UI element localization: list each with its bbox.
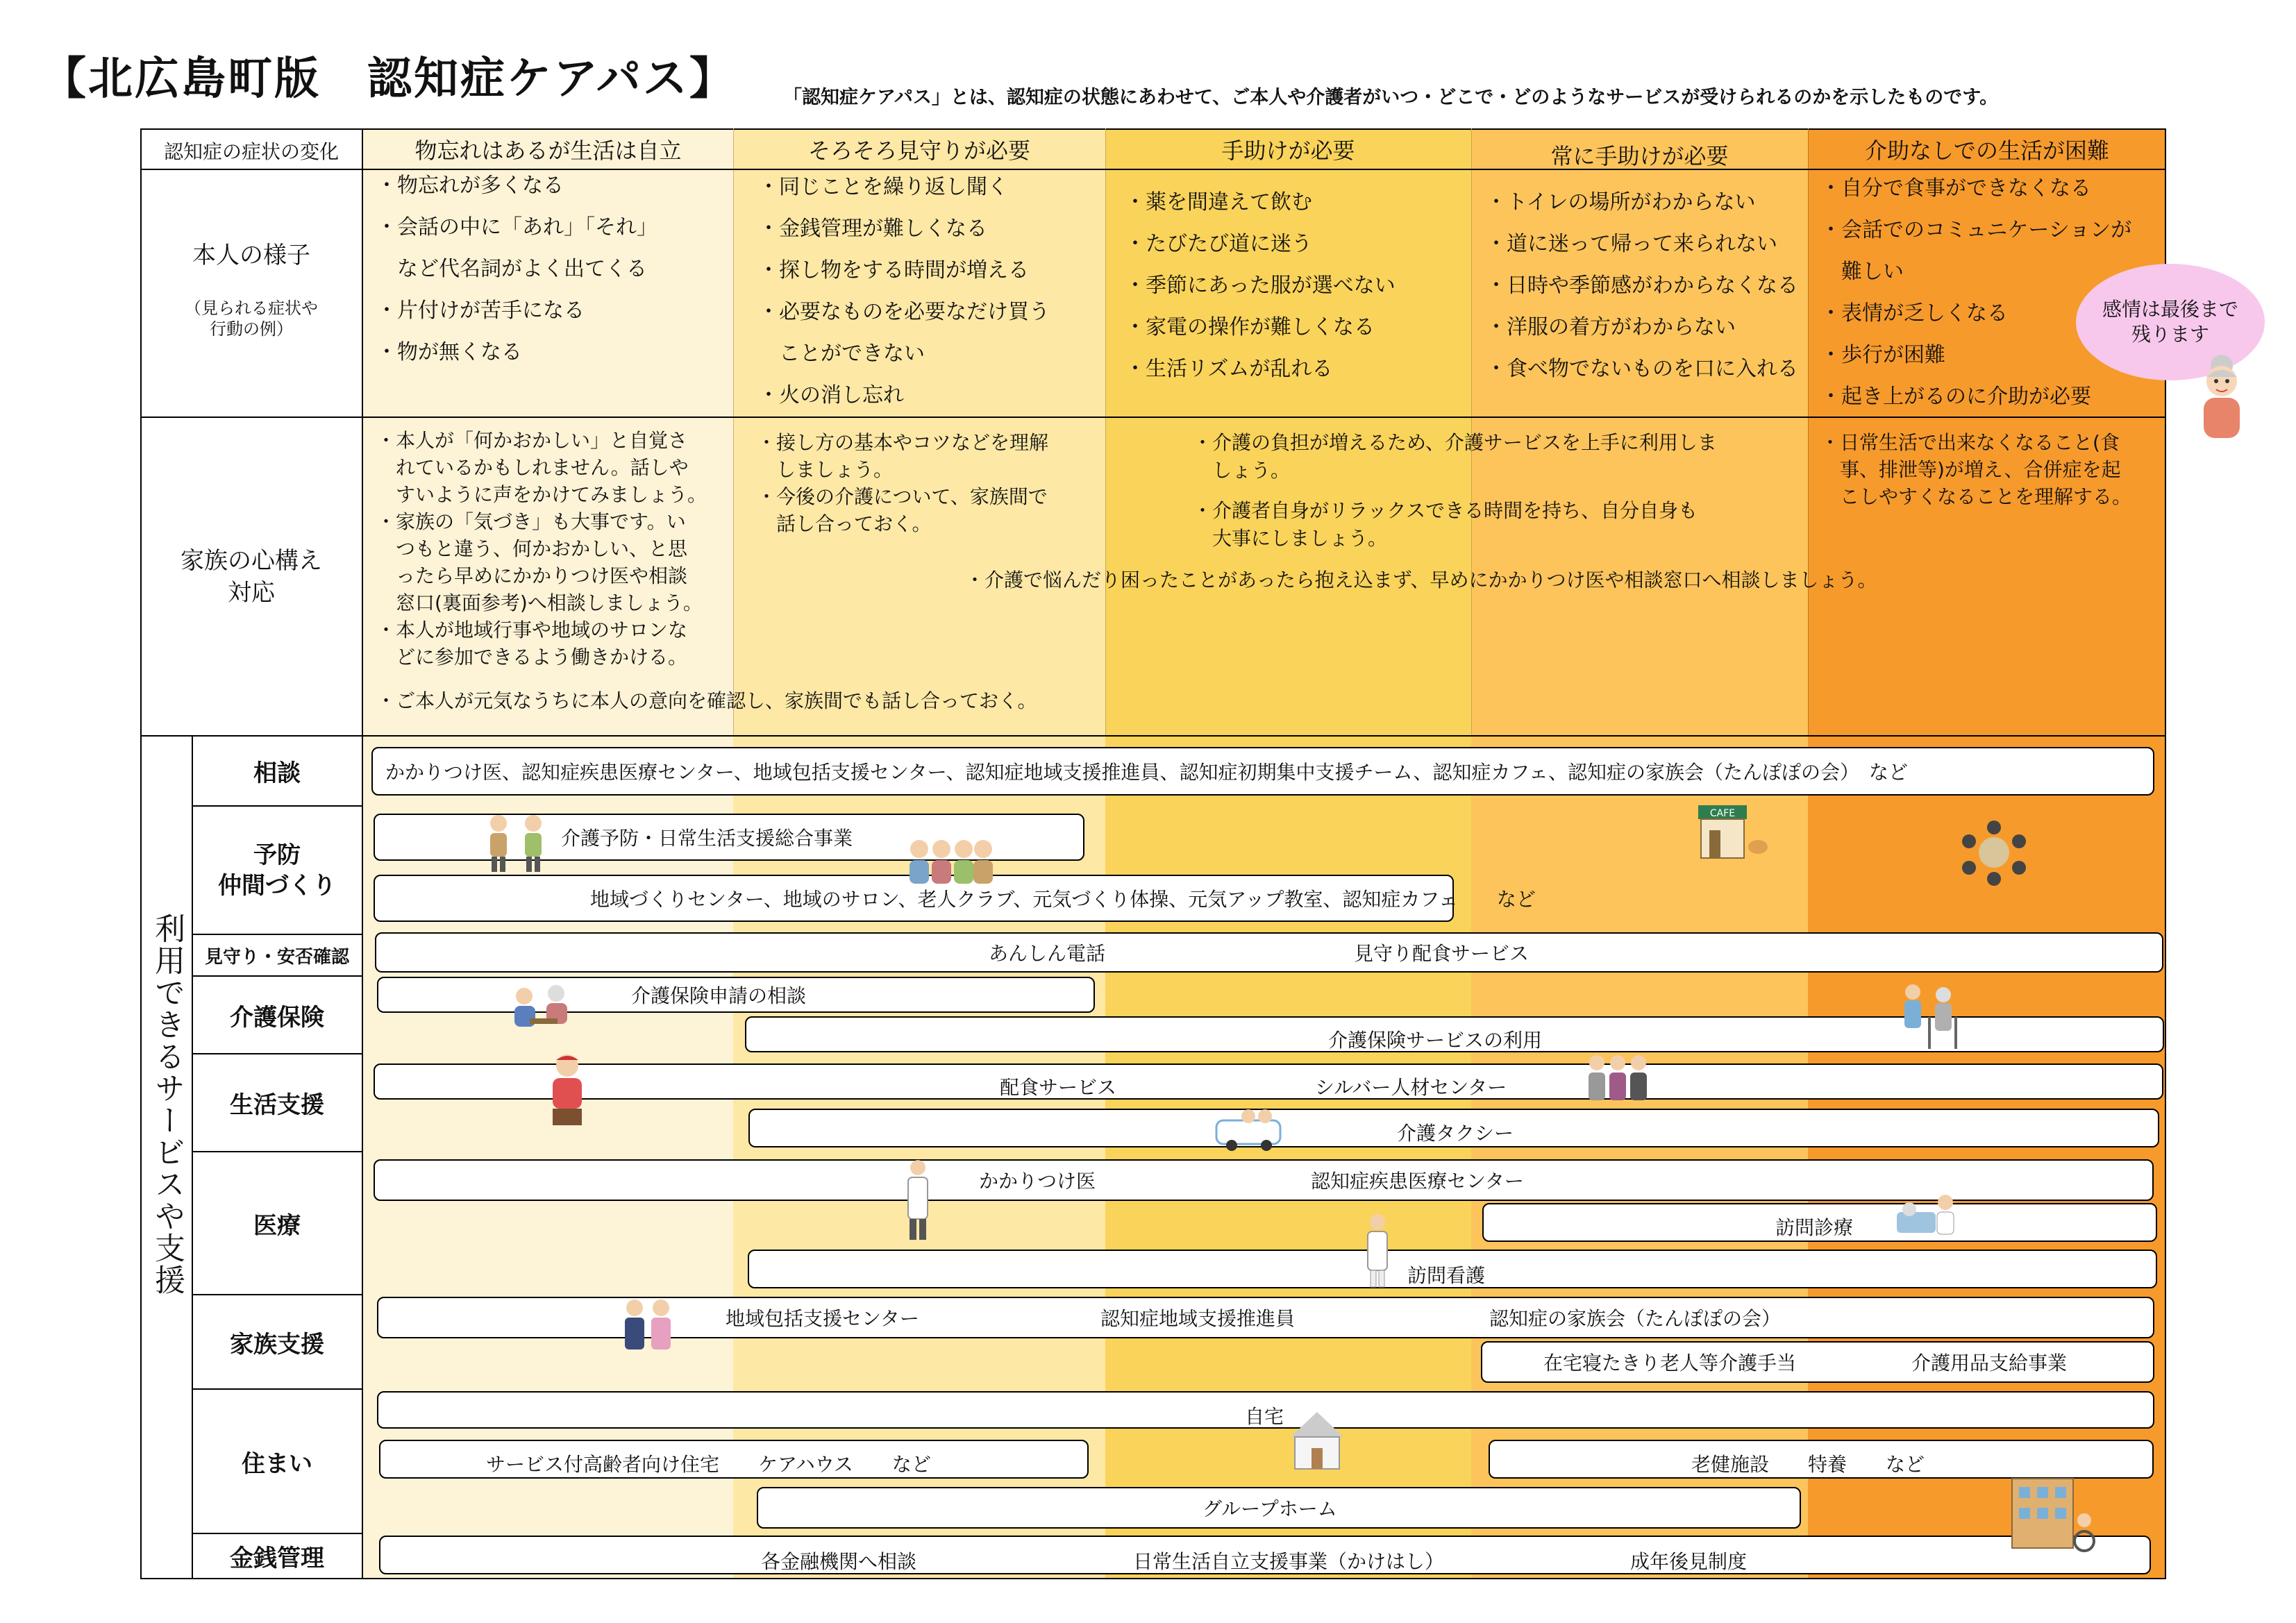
kinsen-text-3: 成年後見制度 — [1630, 1550, 1748, 1574]
honnin-list-4 — [1486, 182, 1798, 390]
meal-delivery-worker-icon — [543, 1052, 592, 1128]
list-item: ・洋服の着方がわからない — [1486, 315, 1736, 339]
sumai-bar-1 — [377, 1391, 2154, 1429]
list-item: 話し合っておく。 — [757, 512, 932, 535]
category-kaigo: 介護保険 — [230, 1003, 324, 1032]
list-item: ・家族の「気づき」も大事です。い — [376, 510, 686, 533]
list-item: ・片付けが苦手になる — [376, 298, 585, 323]
soudan-text: かかりつけ医、認知症疾患医療センター、地域包括支援センター、認知症地域支援推進員、認知症初期集中支援チーム、認知症カフェ、認知症の家族会（たんぽぽの会） など — [385, 761, 1908, 784]
honnin-list-1 — [376, 165, 657, 373]
kaigo-text-1: 介護保険申請の相談 — [631, 984, 807, 1007]
list-item: ・物が無くなる — [376, 340, 522, 364]
services-section-label: 利用できるサービスや支援 — [149, 913, 185, 1296]
honnin-sublabel-1: （見られる症状や — [185, 298, 318, 318]
list-item: しましょう。 — [757, 458, 894, 481]
sumai-text-3: 老健施設 特養 など — [1691, 1453, 1925, 1477]
care-facility-icon — [2009, 1472, 2100, 1555]
list-item: ・会話でのコミュニケーションが — [1820, 218, 2132, 242]
list-item: ・物忘れが多くなる — [376, 174, 564, 198]
home-visit-doctor-icon — [1894, 1191, 1961, 1237]
list-item: ・介護者自身がリラックスできる時間を持ち、自分自身も — [1193, 499, 1698, 522]
list-item: ことができない — [758, 342, 925, 366]
list-item: ・金銭管理が難しくなる — [758, 217, 987, 241]
kazoku-title-1: 家族の心構え — [181, 547, 322, 575]
list-item: 大事にしましょう。 — [1193, 527, 1388, 550]
list-item: ・道に迷って帰って来られない — [1486, 232, 1777, 256]
honnin-sublabel-2: 行動の例） — [210, 319, 293, 339]
list-item: ・今後の介護について、家族間で — [757, 485, 1048, 508]
kazoku-shared-note: ・介護で悩んだり困ったことがあったら抱え込まず、早めにかかりつけ医や相談窓口へ相談しましょう。 — [965, 569, 1877, 591]
elderly-group-icon — [904, 836, 996, 885]
stage-heading-5: 介助なしでの生活が困難 — [1864, 137, 2109, 164]
list-item: ・介護の負担が増えるため、介護サービスを上手に利用しま — [1193, 431, 1717, 454]
kinsen-text-1: 各金融機関へ相談 — [761, 1550, 917, 1574]
seikatsu-text-3: 介護タクシー — [1397, 1122, 1514, 1145]
stage-heading-2: そろそろ見守りが必要 — [807, 137, 1030, 164]
mimamori-text-2: 見守り配食サービス — [1354, 942, 1530, 965]
sumai-text-4: グループホーム — [1203, 1497, 1337, 1520]
kazoku-list-5 — [1820, 429, 2131, 510]
list-item: しょう。 — [1193, 459, 1291, 482]
honnin-list-3 — [1125, 182, 1396, 390]
community-circle-icon — [1952, 818, 2036, 887]
silver-workers-icon — [1583, 1052, 1652, 1102]
kazokushien-text-4: 在宅寝たきり老人等介護手当 — [1543, 1352, 1797, 1374]
iryou-text-1: かかりつけ医 — [979, 1170, 1096, 1193]
seikatsu-bar-1 — [374, 1063, 2163, 1100]
list-item: れているかもしれません。話しや — [376, 456, 689, 479]
category-yobou-1: 予防 — [253, 841, 301, 869]
walking-support-icon — [1893, 982, 1970, 1052]
kazokushien-text-1: 地域包括支援センター — [726, 1307, 919, 1330]
iryou-bar-1 — [374, 1159, 2154, 1201]
family-support-staff-icon — [621, 1297, 676, 1352]
bubble-text-1: 感情は最後まで — [2102, 298, 2238, 321]
list-item: ・必要なものを必要なだけ買う — [758, 300, 1050, 324]
bubble-text-2: 残ります — [2131, 323, 2209, 346]
list-item: 難しい — [1820, 260, 1904, 284]
kazoku-list-1 — [376, 427, 707, 671]
kazokushien-text-2: 認知症地域支援推進員 — [1100, 1307, 1296, 1330]
mimamori-bar — [375, 932, 2163, 973]
cafe-sign-text: CAFE — [1709, 808, 1736, 819]
category-soudan: 相談 — [253, 759, 301, 787]
kazokushien-text-5: 介護用品支給事業 — [1911, 1352, 2068, 1374]
sumai-text-1: 自宅 — [1245, 1404, 1284, 1428]
list-item: ったら早めにかかりつけ医や相談 — [376, 564, 688, 587]
care-taxi-icon — [1214, 1107, 1283, 1152]
stage-heading-4: 常に手助けが必要 — [1550, 143, 1729, 169]
category-kinsen: 金銭管理 — [230, 1545, 324, 1572]
cafe-icon — [1694, 798, 1770, 865]
category-yobou — [193, 807, 361, 934]
stage-heading-1: 物忘れはあるが生活は自立 — [414, 137, 682, 164]
divider — [140, 735, 2166, 737]
list-item: ・起き上がるのに介助が必要 — [1820, 385, 2091, 409]
stage-heading-3: 手助けが必要 — [1221, 137, 1355, 164]
iryou-bar-2 — [1482, 1203, 2157, 1242]
exercising-elderly-icon — [479, 812, 555, 875]
list-item: ・自分で食事ができなくなる — [1820, 176, 2091, 201]
elderly-woman-icon — [2194, 351, 2249, 441]
kazoku-list-34 — [1193, 429, 1717, 553]
honnin-label — [142, 236, 361, 339]
category-yobou-2: 仲間づくり — [218, 871, 336, 900]
kaigo-bar-1 — [377, 977, 1095, 1013]
list-item: ・本人が地域行事や地域のサロンな — [376, 619, 688, 641]
kazoku-list-2 — [757, 429, 1048, 537]
list-item: ・日常生活で出来なくなること(食 — [1820, 431, 2120, 454]
list-item: ・日時や季節感がわからなくなる — [1486, 274, 1798, 298]
kazokushien-text-3: 認知症の家族会（たんぽぽの会） — [1489, 1307, 1782, 1330]
divider — [1808, 128, 1809, 735]
list-item: ・接し方の基本やコツなどを理解 — [757, 431, 1049, 454]
house-icon — [1288, 1409, 1346, 1472]
list-item: ・トイレの場所がわからない — [1486, 190, 1756, 215]
iryou-text-3: 訪問診療 — [1775, 1216, 1854, 1240]
list-item: こしやすくなることを理解する。 — [1820, 485, 2132, 508]
list-item: ・季節にあった服が選べない — [1125, 274, 1396, 298]
list-item: ・家電の操作が難しくなる — [1125, 315, 1375, 339]
list-item: 窓口(裏面参考)へ相談しましょう。 — [376, 591, 703, 614]
mimamori-text-1: あんしん電話 — [989, 942, 1106, 965]
list-item: 事、排泄等)が増え、合併症を起 — [1820, 458, 2121, 481]
list-item: ・本人が「何かおかしい」と自覚さ — [376, 429, 688, 452]
list-item: など代名詞がよく出てくる — [376, 257, 647, 281]
kazoku-label — [142, 545, 361, 609]
iryou-text-2: 認知症疾患医療センター — [1311, 1170, 1524, 1193]
honnin-list-5 — [1820, 168, 2131, 418]
yobou-text-1: 介護予防・日常生活支援総合事業 — [561, 827, 853, 850]
yobou-text-2: 地域づくりセンター、地域のサロン、老人クラブ、元気づくり体操、元気アップ教室、認知症カフェ など — [590, 888, 1536, 911]
list-item: ・探し物をする時間が増える — [758, 258, 1029, 283]
nurse-icon — [1362, 1212, 1393, 1288]
list-item: ・会話の中に「あれ」「それ」 — [376, 215, 657, 239]
divider — [362, 128, 363, 1579]
kazokushien-bar-2 — [1481, 1341, 2154, 1383]
divider — [733, 128, 734, 735]
kaigo-text-2: 介護保険サービスの利用 — [1328, 1029, 1543, 1052]
seikatsu-bar-2 — [748, 1109, 2159, 1147]
page-description: 「認知症ケアパス」とは、認知症の状態にあわせて、ご本人や介護者がいつ・どこで・どのようなサービスが受けられるのかを示したものです。 — [783, 87, 1999, 108]
list-item: すいように声をかけてみましょう。 — [376, 483, 707, 506]
honnin-title: 本人の様子 — [192, 242, 310, 269]
category-sumai: 住まい — [242, 1449, 312, 1478]
page-title: 【北広島町版 認知症ケアパス】 — [42, 53, 736, 105]
doctor-icon — [903, 1158, 933, 1243]
kazoku-title-2: 対応 — [228, 579, 275, 607]
list-item: ・同じことを繰り返し聞く — [758, 175, 1008, 199]
consultation-icon — [509, 982, 574, 1032]
honnin-list-2 — [758, 167, 1050, 417]
list-item: ・生活リズムが乱れる — [1125, 357, 1333, 381]
category-iryou: 医療 — [253, 1211, 301, 1240]
list-item: ・食べ物でないものを口に入れる — [1486, 357, 1798, 381]
seikatsu-text-1: 配食サービス — [1000, 1076, 1117, 1100]
divider — [1105, 128, 1106, 735]
category-mimamori: 見守り・安否確認 — [204, 946, 349, 968]
sumai-text-2: サービス付高齢者向け住宅 ケアハウス など — [486, 1453, 931, 1477]
soudan-bar — [371, 747, 2154, 796]
sumai-bar-4 — [757, 1487, 1801, 1529]
iryou-text-4: 訪問看護 — [1407, 1263, 1486, 1287]
row-header-label: 認知症の症状の変化 — [163, 140, 339, 163]
seikatsu-text-2: シルバー人材センター — [1315, 1076, 1507, 1100]
list-item: つもと違う、何かおかしい、と思 — [376, 537, 688, 560]
kinsen-text-2: 日常生活自立支援事業（かけはし） — [1133, 1550, 1445, 1574]
list-item: ・薬を間違えて飲む — [1125, 190, 1312, 215]
category-kazokushien: 家族支援 — [230, 1330, 324, 1359]
sumai-bar-2 — [379, 1440, 1089, 1479]
kinsen-bar — [379, 1536, 2151, 1574]
iryou-bar-3 — [748, 1250, 2157, 1288]
list-item: どに参加できるよう働きかける。 — [376, 646, 688, 668]
list-item: ・たびたび道に迷う — [1125, 232, 1312, 256]
list-item: ・火の消し忘れ — [758, 383, 904, 407]
list-item: ・歩行が困難 — [1820, 343, 1945, 367]
list-item: ・表情が乏しくなる — [1820, 301, 2008, 326]
category-seikatsu: 生活支援 — [230, 1091, 324, 1119]
kazoku-bottom-note: ・ご本人が元気なうちに本人の意向を確認し、家族間でも話し合っておく。 — [376, 689, 1037, 712]
